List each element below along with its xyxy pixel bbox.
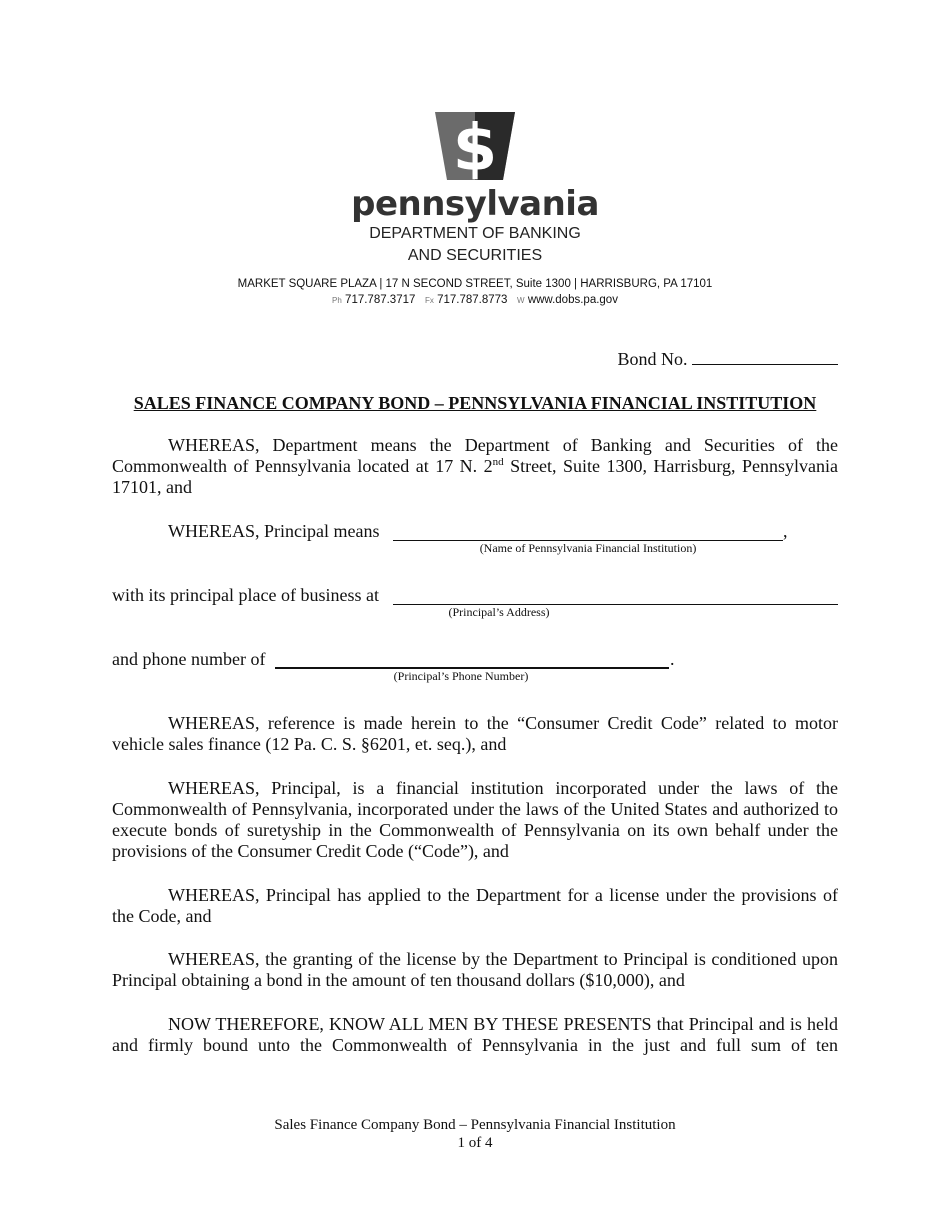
phone-label: and phone number of — [112, 649, 266, 669]
paragraph-department-text: WHEREAS, Department means the Department of Banking and Securities of the Commonwealth of Pennsylvania located at 17 N. 2 — [112, 435, 838, 476]
paragraph-bond-condition: WHEREAS, the granting of the license by the Department to Principal is conditioned upon Principal obtaining a bond in the amount of ten thousand dollars ($10,000), and — [112, 949, 838, 990]
department-line-1: DEPARTMENT OF BANKING — [369, 225, 581, 242]
principal-name-field[interactable] — [393, 522, 783, 541]
document-title: SALES FINANCE COMPANY BOND – PENNSYLVANIA FINANCIAL INSTITUTION — [133, 393, 817, 413]
svg-text:$: $ — [452, 112, 498, 184]
period: . — [670, 649, 675, 669]
office-address: MARKET SQUARE PLAZA | 17 N SECOND STREET, Suite 1300 | HARRISBURG, PA 17101 — [237, 278, 713, 290]
principal-label: WHEREAS, Principal means — [168, 521, 380, 541]
contact-numbers — [0, 292, 950, 309]
paragraph-consumer-credit-code: WHEREAS, reference is made herein to the “Consumer Credit Code” related to motor vehicle sales finance (12 Pa. C. S. §6201, et. seq.), and — [112, 713, 838, 754]
letterhead-logo — [0, 108, 950, 266]
principal-name-caption: (Name of Pennsylvania Financial Institution) — [479, 541, 697, 555]
paragraph-license-application: WHEREAS, Principal has applied to the Department for a license under the provisions of the Code, and — [112, 885, 838, 926]
brand-name: pennsylvania — [351, 184, 599, 224]
paragraph-now-therefore: NOW THEREFORE, KNOW ALL MEN BY THESE PRESENTS that Principal and is held and firmly bound unto the Commonwealth of Pennsylvania in the just and full sum of ten — [112, 1014, 838, 1055]
principal-phone-field[interactable] — [275, 650, 669, 669]
footer-title: Sales Finance Company Bond – Pennsylvania Financial Institution — [274, 1117, 676, 1133]
bond-number-field[interactable] — [692, 364, 838, 365]
keystone-dollar-icon — [433, 108, 517, 184]
address-label: with its principal place of business at — [112, 585, 379, 605]
bond-number-label: Bond No. — [617, 349, 688, 369]
page-number: 1 of 4 — [457, 1135, 493, 1151]
fax-prefix: Fx — [425, 296, 434, 305]
principal-address-caption: (Principal’s Address) — [448, 605, 550, 619]
fax-number: 717.787.8773 — [437, 294, 508, 306]
superscript-nd: nd — [492, 456, 504, 468]
paragraph-department — [112, 435, 838, 498]
phone-number: 717.787.3717 — [345, 294, 416, 306]
department-line-2: AND SECURITIES — [407, 247, 543, 264]
comma: , — [783, 521, 788, 541]
web-address: www.dobs.pa.gov — [527, 294, 618, 306]
principal-address-field[interactable] — [393, 586, 838, 605]
paragraph-financial-institution: WHEREAS, Principal, is a financial institution incorporated under the laws of the Commonwealth of Pennsylvania, incorporated under the laws of the United States and authorized to execute bonds of suretyship in the Commonwealth of Pennsylvania on its own behalf under the provisions of the Consumer Credit Code (“Code”), and — [112, 778, 838, 861]
contact-block — [0, 276, 950, 309]
principal-phone-caption: (Principal’s Phone Number) — [393, 669, 529, 683]
phone-prefix: Ph — [332, 296, 342, 305]
paragraph-department-text-end: Street, Suite 1300, Harrisburg, Pennsylvania 17101, and — [112, 456, 838, 497]
bond-number — [617, 349, 838, 370]
page-footer — [0, 1116, 950, 1152]
web-prefix: W — [517, 296, 525, 305]
